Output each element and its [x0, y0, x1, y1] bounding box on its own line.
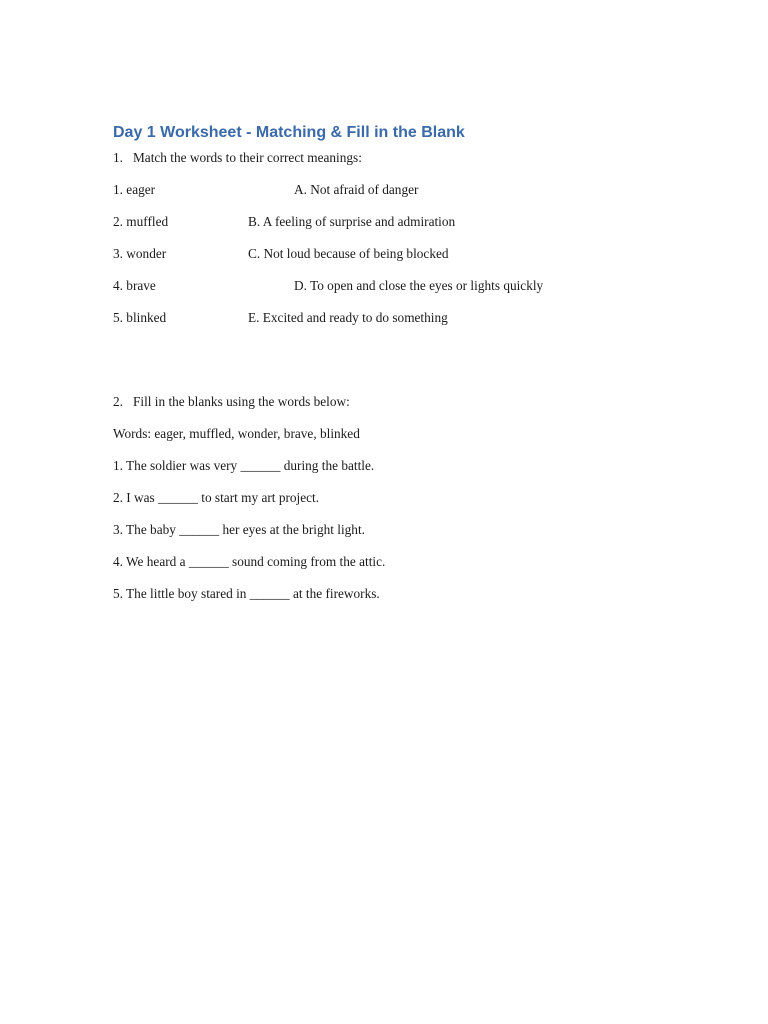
matching-meaning-a: A. Not afraid of danger [294, 182, 419, 197]
section1-heading [113, 150, 362, 166]
section1-number: 1. [113, 150, 123, 165]
fill-sentence-4: 4. We heard a ______ sound coming from the attic. [113, 554, 386, 569]
matching-word-4: 4. brave [113, 278, 156, 293]
fill-sentence-3: 3. The baby ______ her eyes at the bright light. [113, 522, 365, 537]
matching-word-2: 2. muffled [113, 214, 169, 229]
word-bank: Words: eager, muffled, wonder, brave, blinked [113, 426, 360, 441]
fill-sentence-2: 2. I was ______ to start my art project. [113, 490, 320, 505]
section2-instruction: Fill in the blanks using the words below: [132, 394, 350, 409]
matching-meaning-d: D. To open and close the eyes or lights quickly [294, 278, 544, 293]
matching-meaning-c: C. Not loud because of being blocked [248, 246, 449, 261]
fill-sentence-1: 1. The soldier was very ______ during the battle. [113, 458, 375, 473]
worksheet-title: Day 1 Worksheet - Matching & Fill in the Blank [113, 124, 465, 141]
matching-word-5: 5. blinked [113, 310, 167, 325]
fill-sentence-5: 5. The little boy stared in ______ at the fireworks. [113, 586, 380, 601]
section1-instruction: Match the words to their correct meanings: [132, 150, 362, 165]
section2-heading [113, 394, 350, 410]
matching-word-1: 1. eager [113, 182, 156, 197]
matching-meaning-b: B. A feeling of surprise and admiration [248, 214, 456, 229]
matching-meaning-e: E. Excited and ready to do something [248, 310, 448, 325]
section2-number: 2. [113, 394, 123, 409]
matching-word-3: 3. wonder [113, 246, 167, 261]
